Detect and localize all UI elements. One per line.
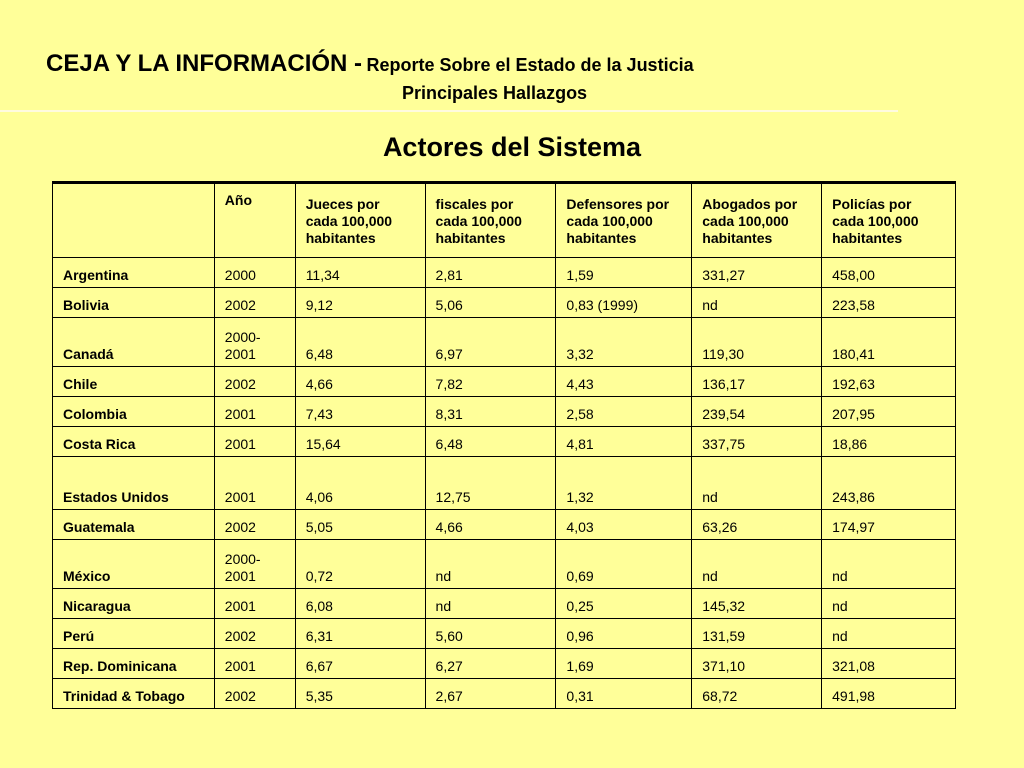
cell-policias: 180,41 — [822, 318, 956, 367]
cell-year: 2002 — [214, 510, 295, 540]
cell-defensores: 0,25 — [556, 589, 692, 619]
cell-jueces: 4,06 — [295, 457, 425, 510]
cell-jueces: 5,35 — [295, 679, 425, 709]
table-row — [53, 457, 956, 510]
cell-fiscales: 6,97 — [425, 318, 556, 367]
header-divider — [0, 110, 898, 112]
cell-year: 2002 — [214, 679, 295, 709]
cell-abogados: 119,30 — [692, 318, 822, 367]
cell-year: 2001 — [214, 457, 295, 510]
cell-abogados: nd — [692, 457, 822, 510]
cell-country: Bolivia — [53, 288, 215, 318]
cell-year: 2000-2001 — [214, 318, 295, 367]
cell-jueces: 7,43 — [295, 397, 425, 427]
cell-fiscales: 12,75 — [425, 457, 556, 510]
header-country — [53, 183, 215, 258]
cell-abogados: 68,72 — [692, 679, 822, 709]
cell-fiscales: nd — [425, 589, 556, 619]
cell-country: Trinidad & Tobago — [53, 679, 215, 709]
cell-fiscales: nd — [425, 540, 556, 589]
cell-country: Argentina — [53, 258, 215, 288]
cell-defensores: 0,31 — [556, 679, 692, 709]
cell-policias: 491,98 — [822, 679, 956, 709]
cell-country: Estados Unidos — [53, 457, 215, 510]
cell-jueces: 6,08 — [295, 589, 425, 619]
cell-year: 2001 — [214, 589, 295, 619]
cell-policias: 458,00 — [822, 258, 956, 288]
cell-fiscales: 4,66 — [425, 510, 556, 540]
cell-year: 2002 — [214, 367, 295, 397]
cell-jueces: 11,34 — [295, 258, 425, 288]
cell-policias: 321,08 — [822, 649, 956, 679]
table-row — [53, 649, 956, 679]
cell-abogados: 131,59 — [692, 619, 822, 649]
cell-fiscales: 8,31 — [425, 397, 556, 427]
cell-fiscales: 2,81 — [425, 258, 556, 288]
table-row — [53, 318, 956, 367]
cell-policias: 207,95 — [822, 397, 956, 427]
cell-year: 2000 — [214, 258, 295, 288]
cell-defensores: 0,83 (1999) — [556, 288, 692, 318]
cell-country: Costa Rica — [53, 427, 215, 457]
section-title: Actores del Sistema — [382, 132, 642, 162]
cell-country: Chile — [53, 367, 215, 397]
cell-defensores: 1,59 — [556, 258, 692, 288]
cell-jueces: 0,72 — [295, 540, 425, 589]
header-year: Año — [214, 183, 295, 258]
cell-policias: 174,97 — [822, 510, 956, 540]
cell-abogados: 136,17 — [692, 367, 822, 397]
page-subtitle: Principales Hallazgos — [402, 83, 588, 103]
cell-abogados: 337,75 — [692, 427, 822, 457]
table-row — [53, 397, 956, 427]
cell-policias: nd — [822, 619, 956, 649]
table-row — [53, 619, 956, 649]
cell-defensores: 1,69 — [556, 649, 692, 679]
table-row — [53, 510, 956, 540]
cell-defensores: 4,03 — [556, 510, 692, 540]
cell-fiscales: 5,60 — [425, 619, 556, 649]
cell-country: Nicaragua — [53, 589, 215, 619]
table-row — [53, 258, 956, 288]
table-row — [53, 679, 956, 709]
cell-jueces: 9,12 — [295, 288, 425, 318]
cell-country: Rep. Dominicana — [53, 649, 215, 679]
cell-jueces: 4,66 — [295, 367, 425, 397]
cell-year: 2000-2001 — [214, 540, 295, 589]
table-row — [53, 367, 956, 397]
cell-country: Canadá — [53, 318, 215, 367]
cell-policias: 223,58 — [822, 288, 956, 318]
cell-jueces: 15,64 — [295, 427, 425, 457]
title-sub: Reporte Sobre el Estado de la Justicia — [366, 55, 694, 75]
cell-defensores: 0,69 — [556, 540, 692, 589]
cell-defensores: 0,96 — [556, 619, 692, 649]
cell-abogados: 239,54 — [692, 397, 822, 427]
cell-policias: 192,63 — [822, 367, 956, 397]
cell-policias: nd — [822, 540, 956, 589]
cell-fiscales: 7,82 — [425, 367, 556, 397]
header-defensores: Defensores por cada 100,000 habitantes — [556, 183, 692, 258]
cell-defensores: 4,43 — [556, 367, 692, 397]
cell-year: 2001 — [214, 397, 295, 427]
cell-jueces: 6,48 — [295, 318, 425, 367]
cell-policias: nd — [822, 589, 956, 619]
header-fiscales: fiscales por cada 100,000 habitantes — [425, 183, 556, 258]
cell-fiscales: 2,67 — [425, 679, 556, 709]
cell-year: 2001 — [214, 427, 295, 457]
cell-jueces: 6,31 — [295, 619, 425, 649]
cell-country: México — [53, 540, 215, 589]
cell-country: Guatemala — [53, 510, 215, 540]
cell-abogados: 331,27 — [692, 258, 822, 288]
table-row — [53, 540, 956, 589]
page-title — [46, 50, 694, 78]
cell-abogados: 145,32 — [692, 589, 822, 619]
cell-year: 2002 — [214, 619, 295, 649]
title-main: CEJA Y LA INFORMACIÓN - — [46, 50, 363, 77]
cell-fiscales: 6,48 — [425, 427, 556, 457]
header-jueces: Jueces por cada 100,000 habitantes — [295, 183, 425, 258]
table-row — [53, 288, 956, 318]
actores-table — [52, 181, 956, 709]
cell-defensores: 2,58 — [556, 397, 692, 427]
cell-jueces: 5,05 — [295, 510, 425, 540]
cell-defensores: 4,81 — [556, 427, 692, 457]
header-policias: Policías por cada 100,000 habitantes — [822, 183, 956, 258]
cell-year: 2002 — [214, 288, 295, 318]
cell-policias: 18,86 — [822, 427, 956, 457]
cell-fiscales: 5,06 — [425, 288, 556, 318]
table-header-row — [53, 183, 956, 258]
table-row — [53, 427, 956, 457]
cell-year: 2001 — [214, 649, 295, 679]
header-abogados: Abogados por cada 100,000 habitantes — [692, 183, 822, 258]
cell-policias: 243,86 — [822, 457, 956, 510]
cell-abogados: nd — [692, 540, 822, 589]
cell-defensores: 3,32 — [556, 318, 692, 367]
cell-country: Colombia — [53, 397, 215, 427]
cell-fiscales: 6,27 — [425, 649, 556, 679]
cell-abogados: 371,10 — [692, 649, 822, 679]
cell-abogados: 63,26 — [692, 510, 822, 540]
cell-abogados: nd — [692, 288, 822, 318]
table-row — [53, 589, 956, 619]
cell-country: Perú — [53, 619, 215, 649]
cell-defensores: 1,32 — [556, 457, 692, 510]
cell-jueces: 6,67 — [295, 649, 425, 679]
